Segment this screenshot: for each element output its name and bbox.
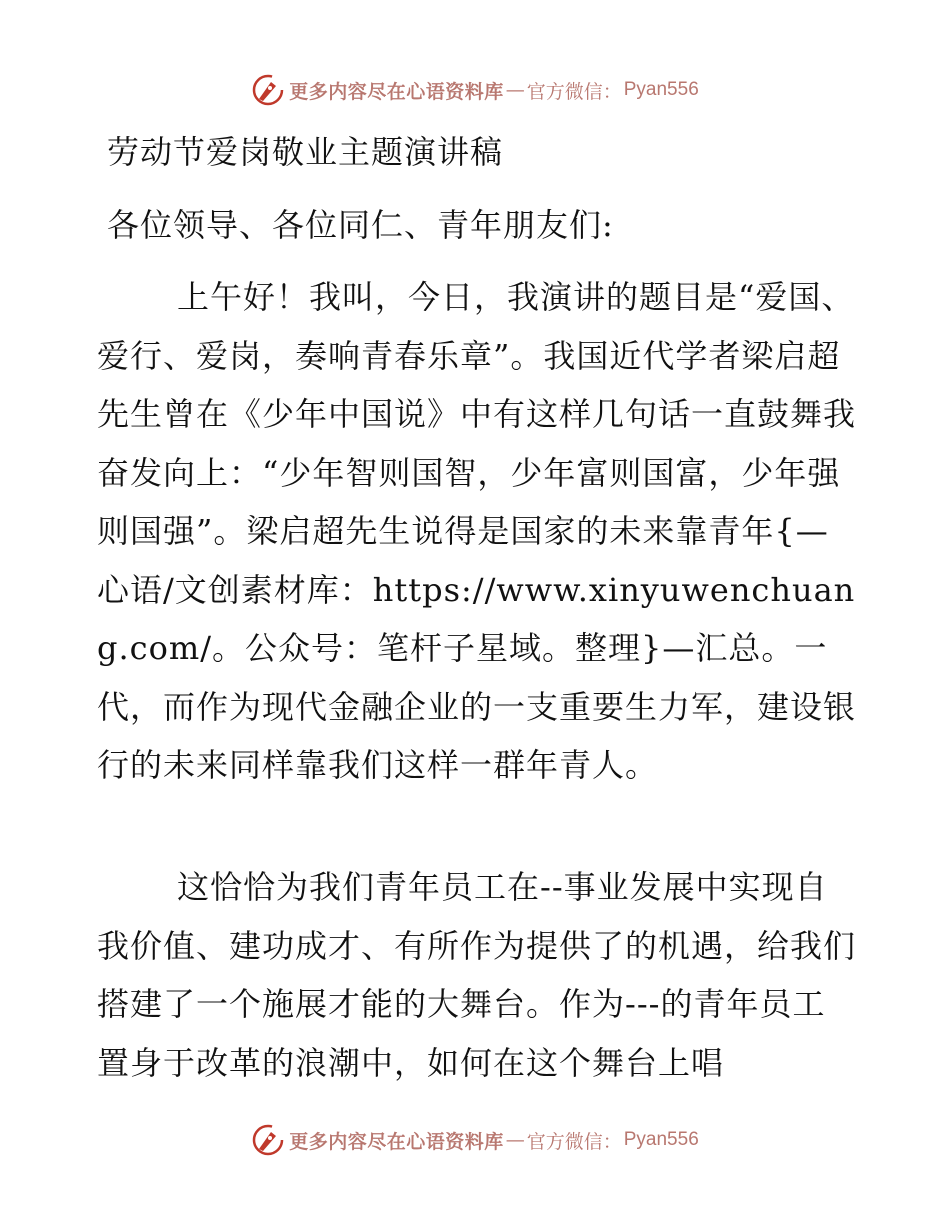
header-watermark-banner	[0, 70, 950, 110]
banner-dash: —	[505, 79, 525, 101]
banner-official-label: 官方微信：	[526, 1130, 622, 1153]
banner-main-text: 更多内容尽在心语资料库	[289, 80, 504, 103]
banner-official-label: 官方微信：	[526, 80, 622, 103]
document-title: 劳动节爱岗敬业主题演讲稿	[107, 133, 504, 171]
banner-wechat-id: Pyan556	[623, 79, 699, 100]
footer-watermark-banner	[0, 1120, 950, 1160]
body-paragraph-2: 这恰恰为我们青年员工在--事业发展中实现自我价值、建功成才、有所作为提供了的机遇，给我们搭建了一个施展才能的大舞台。作为---的青年员工置身于改革的浪潮中，如何在这个舞台上唱	[97, 868, 857, 1082]
banner-dash: —	[505, 1129, 525, 1151]
body-paragraph-1: 上午好！我叫，今日，我演讲的题目是“爱国、爱行、爱岗，奏响青春乐章”。我国近代学者梁启超先生曾在《少年中国说》中有这样几句话一直鼓舞我奋发向上：“少年智则国智，少年富则国富，少年强则国强”。梁启超先生说得是国家的未来靠青年{—心语/文创素材库：https://www.xinyuwenchuang.com/。公众号：笔杆子星域。整理}—汇总。一代，而作为现代金融企业的一支重要生力军，建设银行的未来同样靠我们这样一群年青人。	[97, 278, 857, 784]
banner-main-text: 更多内容尽在心语资料库	[289, 1130, 504, 1153]
banner-wechat-id: Pyan556	[623, 1129, 699, 1150]
document-greeting: 各位领导、各位同仁、青年朋友们:	[107, 206, 614, 244]
pen-nib-logo-icon	[251, 73, 285, 107]
pen-nib-logo-icon	[251, 1123, 285, 1157]
